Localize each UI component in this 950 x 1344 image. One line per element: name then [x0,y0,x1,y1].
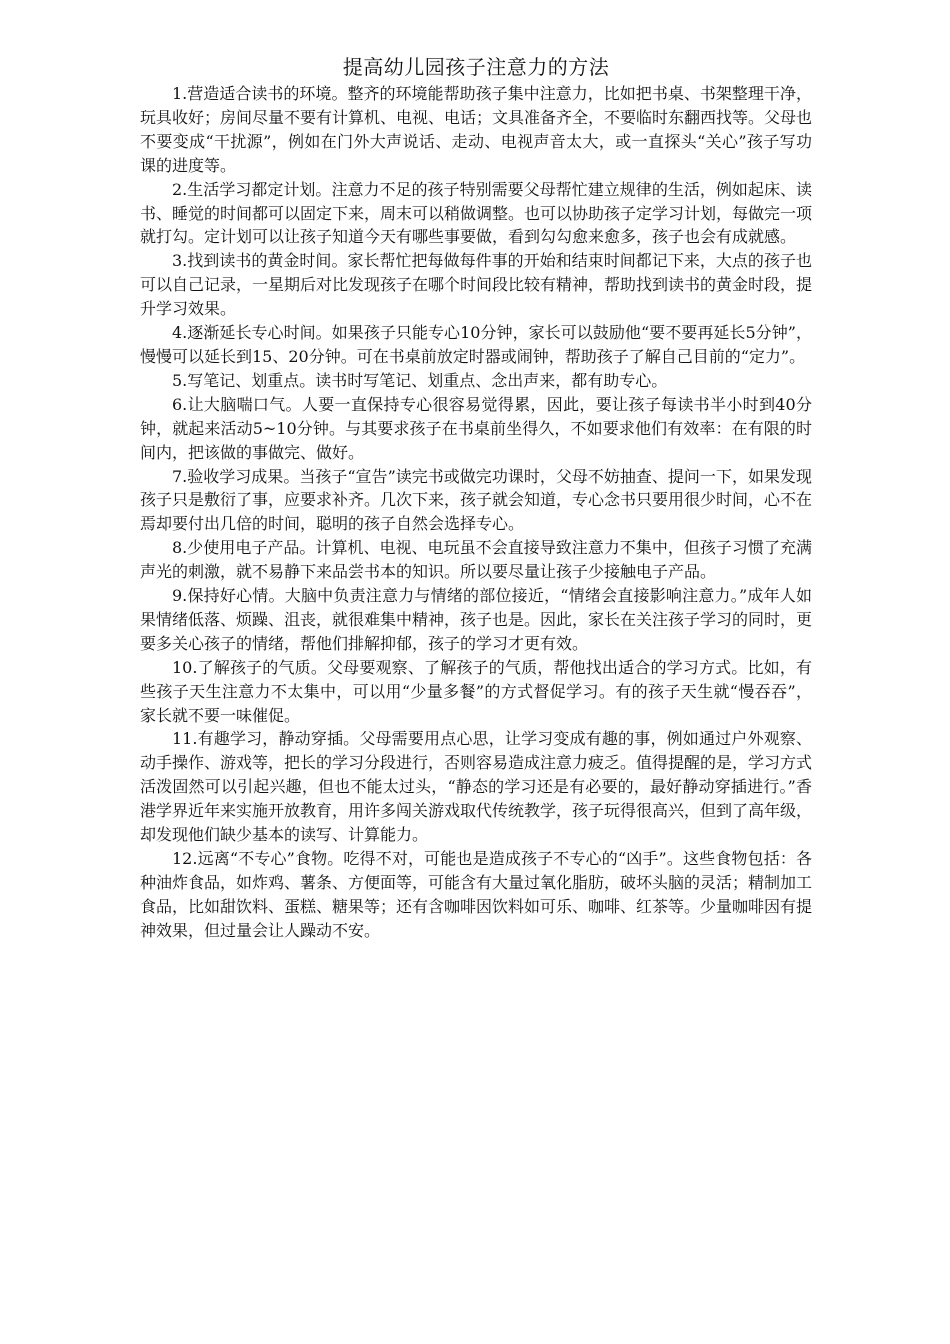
paragraph-11: 11.有趣学习，静动穿插。父母需要用点心思，让学习变成有趣的事，例如通过户外观察、动手操作、游戏等，把长的学习分段进行，否则容易造成注意力疲乏。值得提醒的是，学习方式活泼固然可以引起兴趣，但也不能太过头，“静态的学习还是有必要的，最好静动穿插进行。”香港学界近年来实施开放教育，用许多闯关游戏取代传统教学，孩子玩得很高兴，但到了高年级，却发现他们缺少基本的读写、计算能力。 [140,729,813,845]
paragraph-8: 8.少使用电子产品。计算机、电视、电玩虽不会直接导致注意力不集中，但孩子习惯了充满声光的刺激，就不易静下来品尝书本的知识。所以要尽量让孩子少接触电子产品。 [140,538,812,582]
document-title: 提高幼儿园孩子注意力的方法 [342,55,610,79]
paragraph-2: 2.生活学习都定计划。注意力不足的孩子特别需要父母帮忙建立规律的生活，例如起床、读书、睡觉的时间都可以固定下来，周末可以稍做调整。也可以协助孩子定学习计划，每做完一项就打勾。定计划可以让孩子知道今天有哪些事要做，看到勾勾愈来愈多，孩子也会有成就感。 [140,179,813,247]
paragraph-10: 10.了解孩子的气质。父母要观察、了解孩子的气质，帮他找出适合的学习方式。比如，有些孩子天生注意力不太集中，可以用“少量多餐”的方式督促学习。有的孩子天生就“慢吞吞”，家长就不要一味催促。 [140,657,812,725]
paragraph-5: 5.写笔记、划重点。读书时写笔记、划重点、念出声来，都有助专心。 [172,370,668,390]
paragraph-1: 1.营造适合读书的环境。整齐的环境能帮助孩子集中注意力，比如把书桌、书架整理干净，玩具收好；房间尽量不要有计算机、电视、电话；文具准备齐全，不要临时东翻西找等。父母也不要变成“干扰源”，例如在门外大声说话、走动、电视声音太大，或一直探头“关心”孩子写功课的进度等。 [140,84,813,175]
paragraph-12: 12.远离“不专心”食物。吃得不对，可能也是造成孩子不专心的“凶手”。这些食物包括：各种油炸食品，如炸鸡、薯条、方便面等，可能含有大量过氧化脂肪，破坏头脑的灵活；精制加工食品，比如甜饮料、蛋糕、糖果等；还有含咖啡因饮料如可乐、咖啡、红茶等。少量咖啡因有提神效果，但过量会让人躁动不安。 [140,849,813,940]
document-page [140,52,812,943]
paragraph-6: 6.让大脑喘口气。人要一直保持专心很容易觉得累，因此，要让孩子每读书半小时到40分钟，就起来活动5~10分钟。与其要求孩子在书桌前坐得久，不如要求他们有效率：在有限的时间内，把该做的事做完、做好。 [140,394,812,462]
paragraph-9: 9.保持好心情。大脑中负责注意力与情绪的部位接近，“情绪会直接影响注意力。”成年人如果情绪低落、烦躁、沮丧，就很难集中精神，孩子也是。因此，家长在关注孩子学习的同时，更要多关心孩子的情绪，帮他们排解抑郁，孩子的学习才更有效。 [140,586,813,653]
paragraph-7: 7.验收学习成果。当孩子“宣告”读完书或做完功课时，父母不妨抽查、提问一下，如果发现孩子只是敷衍了事，应要求补齐。几次下来，孩子就会知道，专心念书只要用很少时间，心不在焉却要付出几倍的时间，聪明的孩子自然会选择专心。 [140,466,813,534]
paragraph-3: 3.找到读书的黄金时间。家长帮忙把每做每件事的开始和结束时间都记下来，大点的孩子也可以自己记录，一星期后对比发现孩子在哪个时间段比较有精神，帮助找到读书的黄金时段，提升学习效果。 [140,251,813,319]
paragraph-4: 4.逐渐延长专心时间。如果孩子只能专心10分钟，家长可以鼓励他“要不要再延长5分钟”，慢慢可以延长到15、20分钟。可在书桌前放定时器或闹钟，帮助孩子了解自己目前的“定力”。 [140,323,812,366]
